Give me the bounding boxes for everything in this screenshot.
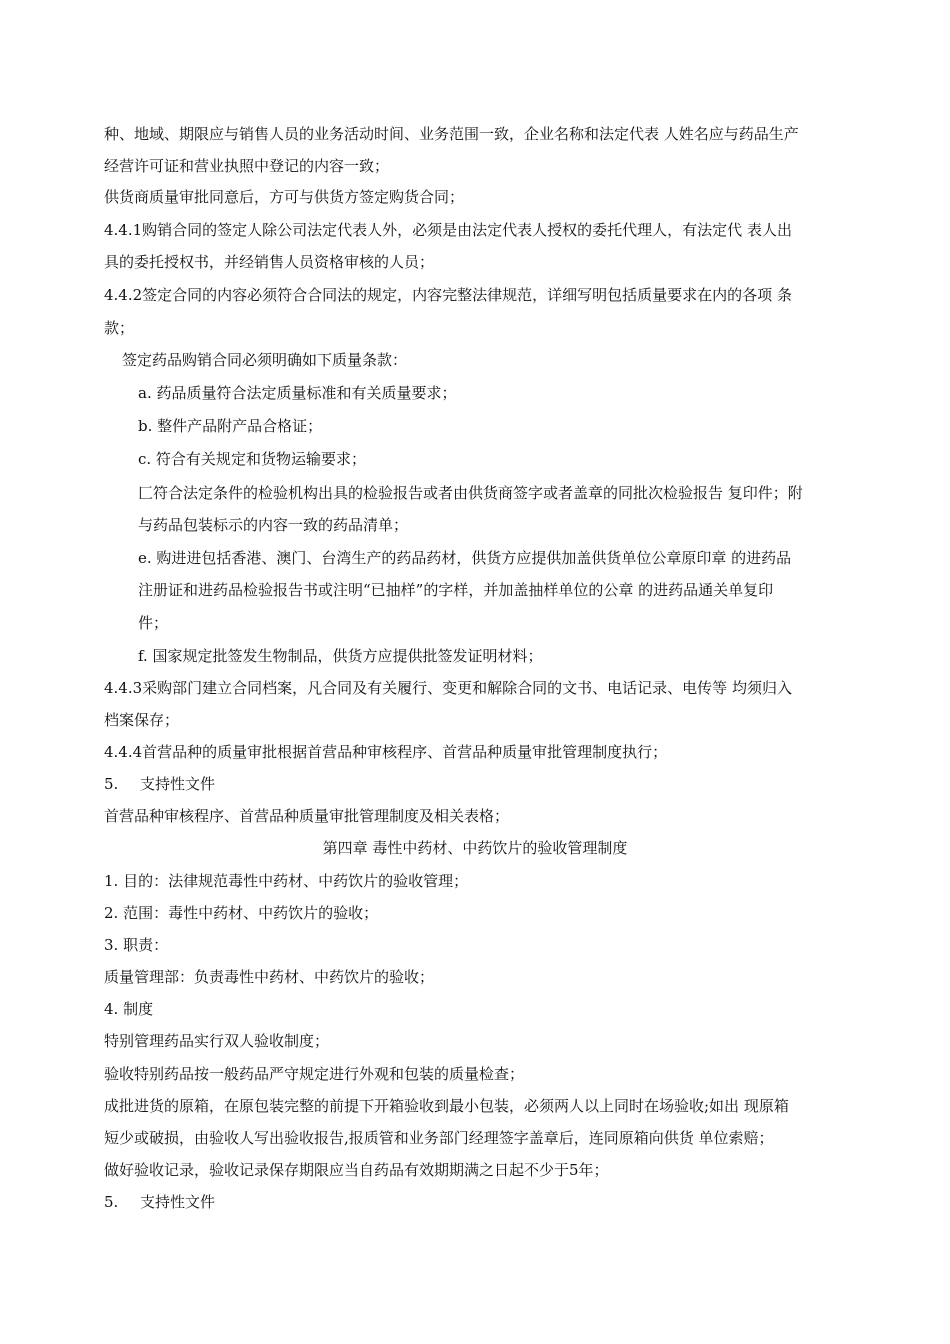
list-item: 匚符合法定条件的检验机构出具的检验报告或者由供货商签字或者盖章的同批次检验报告 复印件；附 <box>138 484 803 502</box>
text-line: 4.4.3采购部门建立合同档案，凡合同及有关履行、变更和解除合同的文书、电话记录、电传等 均须归入 <box>104 679 792 697</box>
text-line: 短少或破损，由验收人写出验收报告,报质管和业务部门经理签字盖章后，连同原箱向供货 单位索赔； <box>104 1129 774 1147</box>
list-item: c. 符合有关规定和货物运输要求； <box>138 450 366 468</box>
text-line: 3. 职责： <box>104 936 169 954</box>
text-line: 签定药品购销合同必须明确如下质量条款： <box>122 351 408 369</box>
text-line: 4.4.1购销合同的签定人除公司法定代表人外，必须是由法定代表人授权的委托代理人，有法定代 表人出 <box>104 221 792 239</box>
list-item: a. 药品质量符合法定质量标准和有关质量要求； <box>138 384 457 402</box>
text-line: 款； <box>104 319 135 337</box>
text-line: 4.4.2签定合同的内容必须符合合同法的规定，内容完整法律规范，详细写明包括质量要求在内的各项 条 <box>104 286 792 304</box>
text-line: 1. 目的：法律规范毒性中药材、中药饮片的验收管理； <box>104 872 469 890</box>
text-line: 做好验收记录，验收记录保存期限应当自药品有效期期满之日起不少于5年； <box>104 1161 609 1179</box>
text-line: 注册证和进药品检验报告书或注明“已抽样”的字样，并加盖抽样单位的公章 的进药品通关单复印 <box>138 581 774 599</box>
text-line: 档案保存； <box>104 711 180 729</box>
list-item: f. 国家规定批签发生物制品，供货方应提供批签发证明材料； <box>138 647 543 665</box>
text-line: 特别管理药品实行双人验收制度； <box>104 1032 330 1050</box>
text-line: 供货商质量审批同意后，方可与供货方签定购货合同； <box>104 188 465 206</box>
section-heading <box>104 1192 215 1212</box>
text-line: 件； <box>138 614 169 632</box>
section-title: 支持性文件 <box>140 775 216 793</box>
list-item: e. 购进进包括香港、澳门、台湾生产的药品药材，供货方应提供加盖供货单位公章原印章 的进药品 <box>138 549 792 567</box>
section-number: 5. <box>104 775 119 793</box>
section-title: 支持性文件 <box>140 1193 216 1211</box>
text-line: 具的委托授权书，并经销售人员资格审核的人员； <box>104 253 435 271</box>
section-number: 5. <box>104 1193 119 1211</box>
text-line: 与药品包装标示的内容一致的药品清单； <box>138 516 409 534</box>
section-heading <box>104 774 215 794</box>
text-line: 验收特别药品按一般药品严守规定进行外观和包装的质量检查； <box>104 1065 525 1083</box>
list-item: b. 整件产品附产品合格证； <box>138 417 323 435</box>
text-line: 经营许可证和营业执照中登记的内容一致； <box>104 157 390 175</box>
text-line: 成批进货的原箱，在原包装完整的前提下开箱验收到最小包装，必须两人以上同时在场验收;如出 现原箱 <box>104 1097 789 1115</box>
text-line: 4. 制度 <box>104 1000 154 1018</box>
text-line: 质量管理部：负责毒性中药材、中药饮片的验收； <box>104 968 435 986</box>
text-line: 种、地域、期限应与销售人员的业务活动时间、业务范围一致，企业名称和法定代表 人姓名应与药品生产 <box>104 125 799 143</box>
text-line: 首营品种审核程序、首营品种质量审批管理制度及相关表格； <box>104 807 510 825</box>
text-line: 4.4.4首营品种的质量审批根据首营品种审核程序、首营品种质量审批管理制度执行； <box>104 743 668 761</box>
chapter-title: 第四章 毒性中药材、中药饮片的验收管理制度 <box>322 839 628 857</box>
text-line: 2. 范围：毒性中药材、中药饮片的验收； <box>104 904 379 922</box>
